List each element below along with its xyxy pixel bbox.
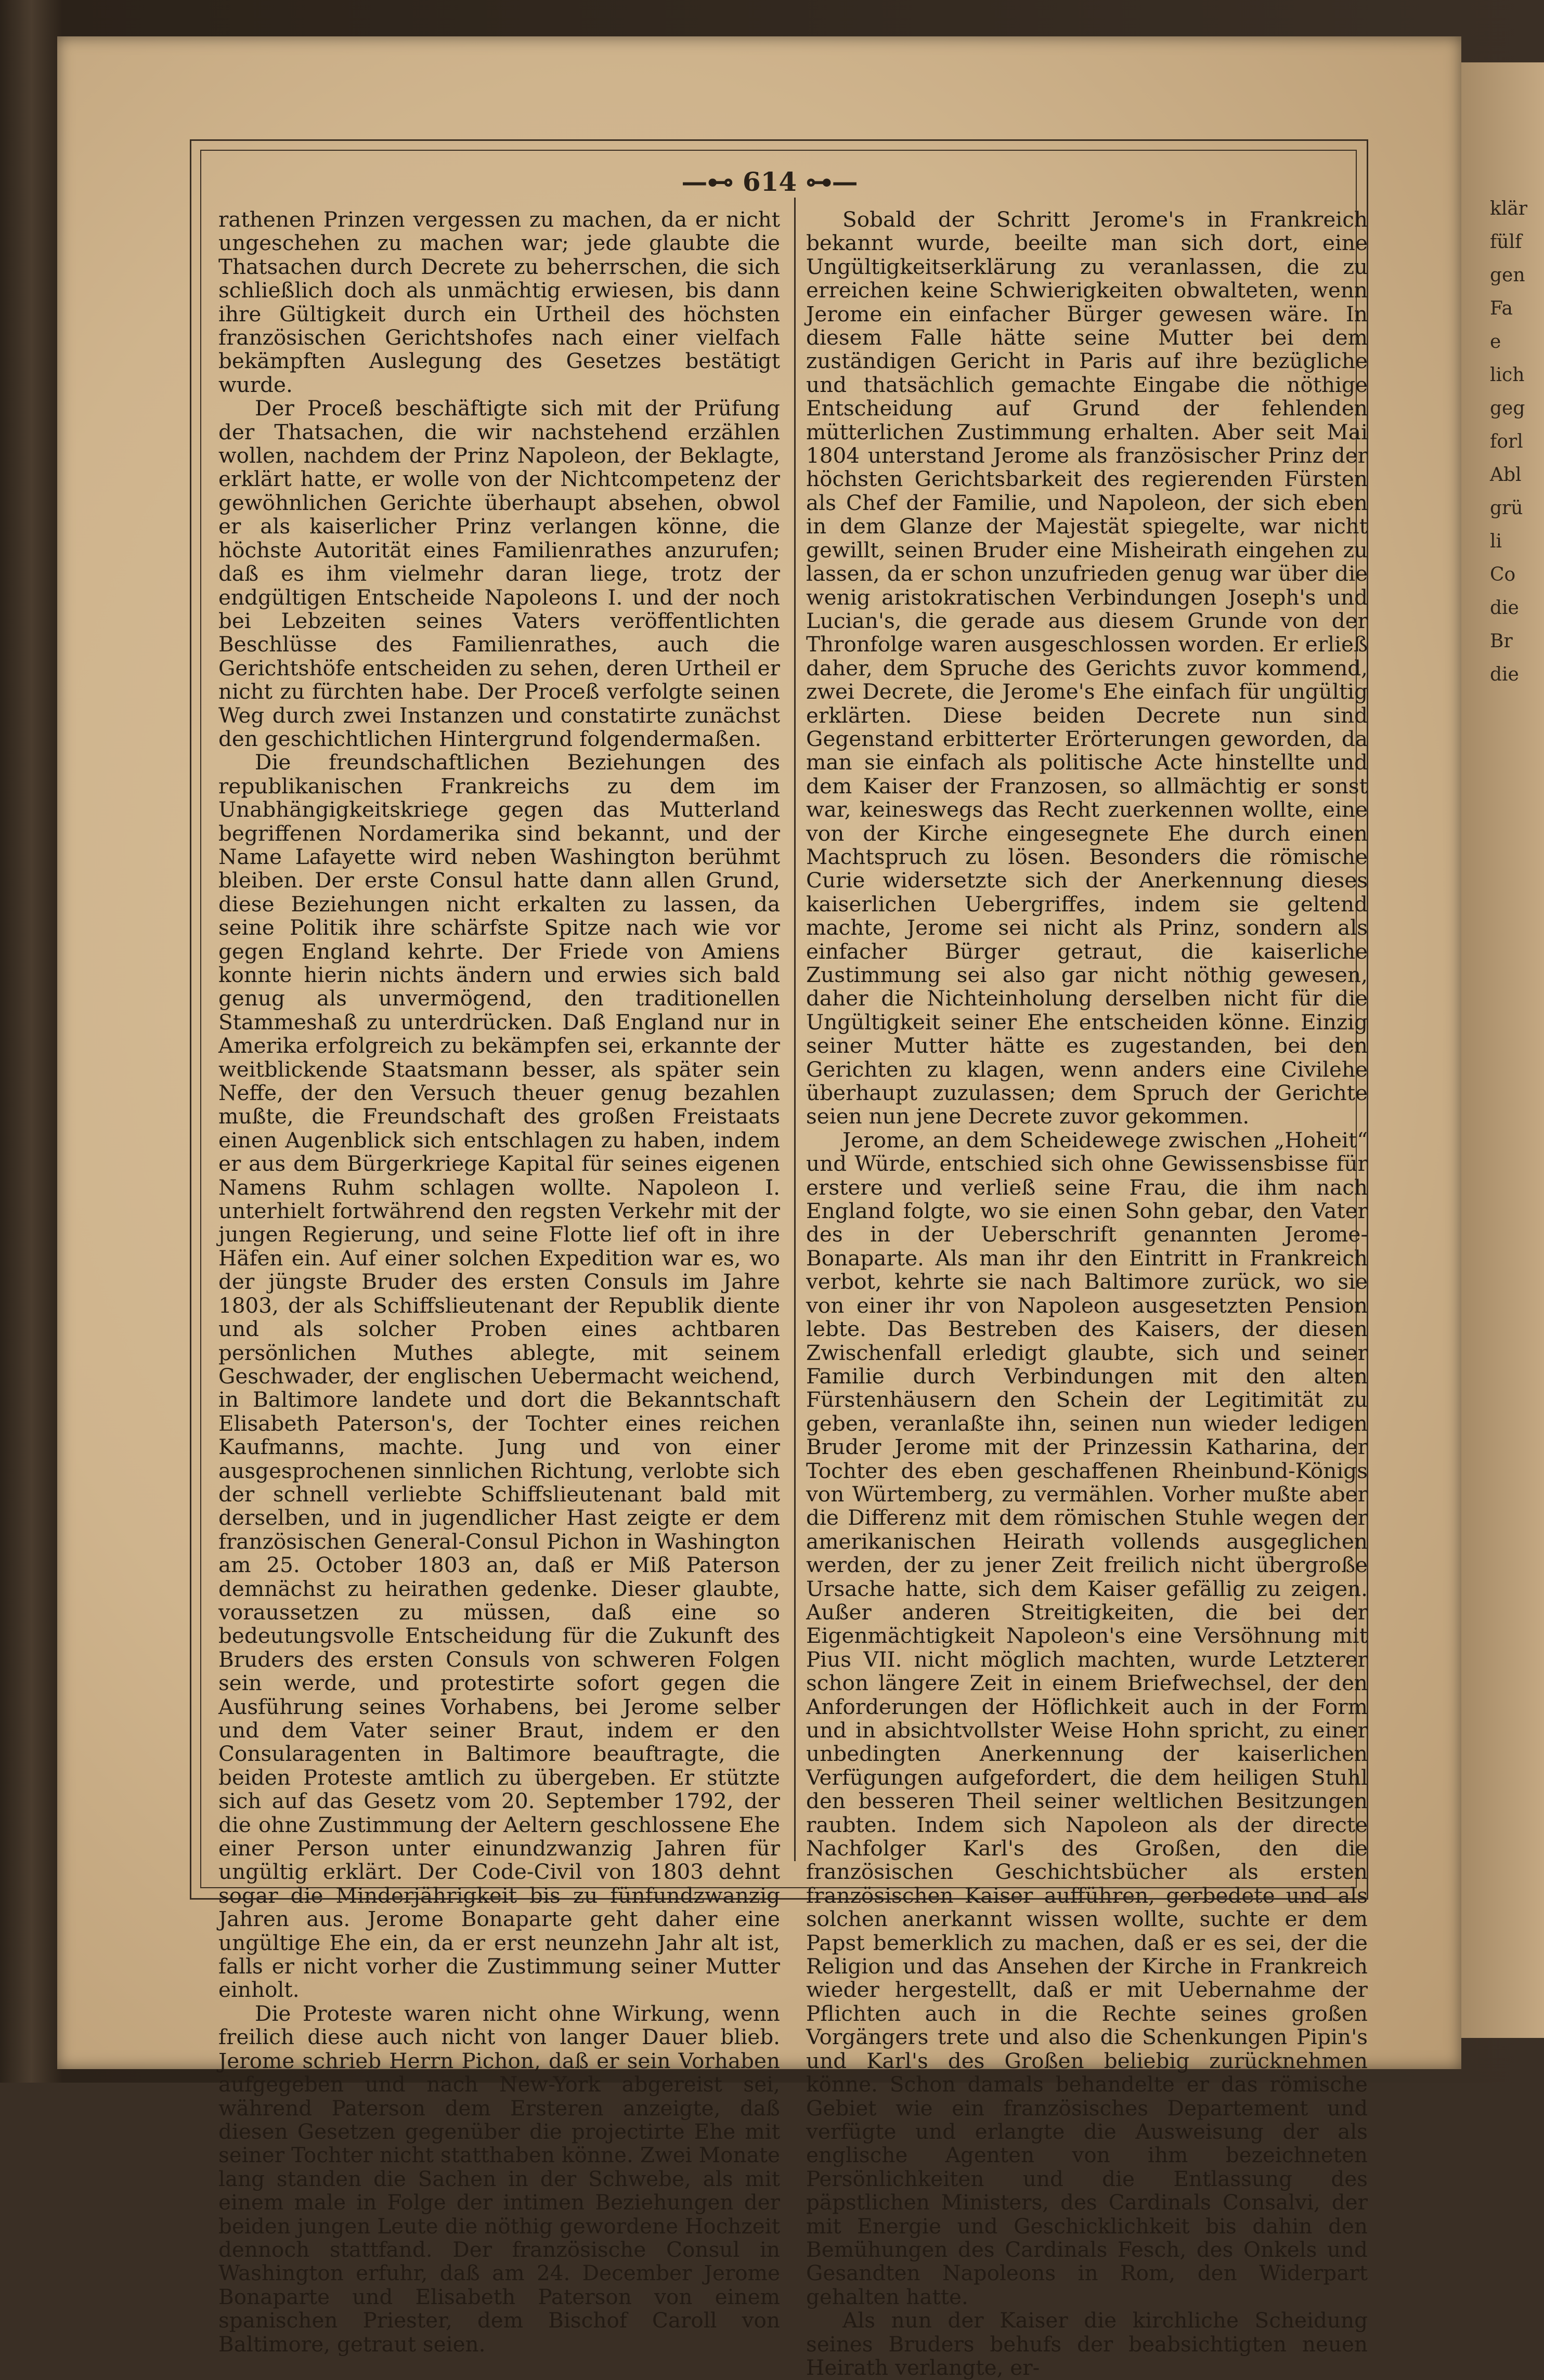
adjacent-page-fragment: die: [1490, 597, 1519, 619]
adjacent-page-fragment: lich: [1490, 364, 1525, 386]
adjacent-page-fragment: fülf: [1490, 231, 1522, 253]
adjacent-page-fragment: geg: [1490, 398, 1525, 419]
paragraph: Die Proteste waren nicht ohne Wirkung, wenn freilich diese auch nicht von langer Dauer blieb. Jerome schrieb Herrn Pichon, daß er sein Vorhaben aufgegeben und nach New-York abgereist sei, während Paterson dem Ersteren anzeigte, daß diesen Gesetzen gegenüber die projectirte Ehe mit seiner Tochter nicht statthaben könne. Zwei Monate lang standen die Sachen in der Schwebe, als mit einem male in Folge der intimen Beziehungen der beiden jungen Leute die nöthig gewordene Hochzeit dennoch stattfand. Der französische Consul in Washington erfuhr, daß am 24. December Jerome Bonaparte und Elisabeth Paterson von einem spanischen Priester, dem Bischof Caroll von Baltimore, getraut seien.: [218, 2000, 780, 2357]
paragraph: Die freundschaftlichen Beziehungen des republikanischen Frankreichs zu dem im Unabhängigkeitskriege gegen das Mutterland begriffenen Nordamerika sind bekannt, und der Name Lafayette wird neben Washington berühmt bleiben. Der erste Consul hatte dann allen Grund, diese Beziehungen nicht erkalten zu lassen, da seine Politik ihre schärfste Spitze nach wie vor gegen England kehrte. Der Friede von Amiens konnte hierin nichts ändern und erwies sich bald genug als unvermögend, den traditionellen Stammeshaß zu unterdrücken. Daß England nur in Amerika erfolgreich zu bekämpfen sei, erkannte der weitblickende Staatsmann besser, als später sein Neffe, der den Versuch theuer genug bezahlen mußte, die Freundschaft des großen Freistaats einen Augenblick sich entschlagen zu haben, indem er aus dem Bürgerkriege Kapital für seines eigenen Namens Ruhm schlagen wollte. Napoleon I. unterhielt fortwährend den regsten Verkehr mit der jungen Regierung, und seine Flotte lief oft in ihre Häfen ein. Auf einer solchen Expedition war es, wo der jüngste Bruder des ersten Consuls im Jahre 1803, der als Schiffslieutenant der Republik diente und als solcher Proben eines achtbaren persönlichen Muthes ablegte, mit seinem Geschwader, der englischen Uebermacht weichend, in Baltimore landete und dort die Bekanntschaft Elisabeth Paterson's, der Tochter eines reichen Kaufmanns, machte. Jung und von einer ausgesprochenen sinnlichen Richtung, verlobte sich der schnell verliebte Schiffslieutenant bald mit derselben, und in jugendlicher Hast zeigte er dem französischen General-Consul Pichon in Washington am 25. October 1803 an, daß er Miß Paterson demnächst zu heirathen gedenke. Dieser glaubte, voraussetzen zu müssen, daß eine so bedeutungsvolle Entscheidung für die Zukunft des Bruders des ersten Consuls von schweren Folgen sein werde, und protestirte sofort gegen die Ausführung seines Vorhabens, bei Jerome selber und dem Vater seiner Braut, indem er den Consularagenten in Baltimore beauftragte, die beiden Proteste amtlich zu übergeben. Er stützte sich auf das Gesetz vom 20. September 1792, der die ohne Zustimmung der Aeltern geschlossene Ehe einer Person unter einundzwanzig Jahren für ungültig erklärt. Der Code-Civil von 1803 dehnt sogar die Minderjährigkeit bis zu fünfundzwanzig Jahren aus. Jerome Bonaparte geht daher eine ungültige Ehe ein, da er erst neunzehn Jahr alt ist, falls er nicht vorher die Zustimmung seiner Mutter einholt.: [218, 750, 780, 2003]
adjacent-page-edge: [1461, 62, 1544, 2038]
adjacent-page-fragment: die: [1490, 664, 1519, 685]
adjacent-page-fragment: e: [1490, 331, 1501, 352]
text-column-right: [806, 208, 1368, 2379]
adjacent-page-fragment: klär: [1490, 198, 1527, 219]
adjacent-page-fragment: grü: [1490, 498, 1523, 519]
paragraph: Jerome, an dem Scheidewege zwischen „Hoheit“ und Würde, entschied sich ohne Gewissensbisse für erstere und verließ seine Frau, die ihm nach England folgte, wo sie einen Sohn gebar, den Vater des in der Ueberschrift genannten Jerome-Bonaparte. Als man ihr den Eintritt in Frankreich verbot, kehrte sie nach Baltimore zurück, wo sie von einer ihr von Napoleon ausgesetzten Pension lebte. Das Bestreben des Kaisers, der diesen Zwischenfall erledigt glaubte, sich und seiner Familie durch Verbindungen mit den alten Fürstenhäusern den Schein der Legitimität zu geben, veranlaßte ihn, seinen nun wieder ledigen Bruder Jerome mit der Prinzessin Katharina, der Tochter des eben geschaffenen Rheinbund-Königs von Würtemberg, zu vermählen. Vorher mußte aber die Differenz mit dem römischen Stuhle wegen der amerikanischen Heirath vollends ausgeglichen werden, der zu jener Zeit freilich nicht übergroße Ursache hatte, sich dem Kaiser gefällig zu zeigen. Außer anderen Streitigkeiten, die bei der Eigenmächtigkeit Napoleon's eine Versöhnung mit Pius VII. nicht möglich machten, wurde Letzterer schon längere Zeit in einem Briefwechsel, der den Anforderungen der Höflichkeit auch in der Form und in absichtvollster Weise Hohn spricht, zu einer unbedingten Anerkennung der kaiserlichen Verfügungen aufgefordert, die dem heiligen Stuhl den besseren Theil seiner weltlichen Besitzungen raubten. Indem sich Napoleon als der directe Nachfolger Karl's des Großen, den die französischen Geschichtsbücher als ersten französischen Kaiser aufführen, gerbedete und als solchen anerkannt wissen wollte, suchte er dem Papst bemerklich zu machen, daß er es sei, der die Religion und das Ansehen der Kirche in Frankreich wieder hergestellt, daß er mit Uebernahme der Pflichten auch in die Rechte seines großen Vorgängers trete und also die Schenkungen Pipin's und Karl's des Großen beliebig zurücknehmen könne. Schon damals behandelte er das römische Gebiet wie ein französisches Departement und verfügte und erlangte die Ausweisung der als englische Agenten von ihm bezeichneten Persönlichkeiten und die Entlassung des päpstlichen Ministers, des Cardinals Consalvi, der mit Energie und Geschicklichkeit bis dahin den Bemühungen des Cardinals Fesch, des Onkels und Gesandten Napoleons in Rom, den Widerpart gehalten hatte.: [806, 1127, 1368, 2309]
adjacent-page-fragment: Co: [1490, 564, 1516, 585]
paragraph: Der Proceß beschäftigte sich mit der Prüfung der Thatsachen, die wir nachstehend erzählen wollen, nachdem der Prinz Napoleon, der Beklagte, erklärt hatte, er wolle von der Nichtcompetenz der gewöhnlichen Gerichte überhaupt absehen, obwol er als kaiserlicher Prinz verlangen könne, die höchste Autorität eines Familienrathes anzurufen; daß es ihm vielmehr daran liege, trotz der endgültigen Entscheide Napoleons I. und der noch bei Lebzeiten seines Vaters veröffentlichten Beschlüsse des Familienrathes, auch die Gerichtshöfe entscheiden zu sehen, deren Urtheil er nicht zu fürchten habe. Der Proceß verfolgte seinen Weg durch zwei Instanzen und constatirte zunächst den geschichtlichen Hintergrund folgendermaßen.: [218, 396, 780, 751]
page-number: —⊷ 614 ⊶—: [681, 166, 858, 197]
column-divider: [794, 198, 796, 1861]
text-column-left: [218, 208, 780, 2356]
paragraph: Sobald der Schritt Jerome's in Frankreich bekannt wurde, beeilte man sich dort, eine Ungültigkeitserklärung zu veranlassen, die zu erreichen keine Schwierigkeiten obwalteten, wenn Jerome ein einfacher Bürger gewesen wäre. In diesem Falle hätte seine Mutter bei dem zuständigen Gericht in Paris auf ihre bezügliche und thatsächlich gemachte Eingabe die nöthige Entscheidung auf Grund der fehlenden mütterlichen Zustimmung erhalten. Aber seit Mai 1804 unterstand Jerome als französischer Prinz der höchsten Gerichtsbarkeit des regierenden Fürsten als Chef der Familie, und Napoleon, der sich eben in dem Glanze der Majestät spiegelte, war nicht gewillt, seinen Bruder eine Misheirath eingehen zu lassen, da er schon unzufrieden genug war über die wenig aristokratischen Verbindungen Joseph's und Lucian's, die gerade aus diesem Grunde von der Thronfolge waren ausgeschlossen worden. Er erließ daher, dem Spruche des Gerichts zuvor kommend, zwei Decrete, die Jerome's Ehe einfach für ungültig erklärten. Diese beiden Decrete nun sind Gegenstand erbitterter Erörterungen geworden, da man sie einfach als politische Acte hinstellte und dem Kaiser der Franzosen, so allmächtig er sonst war, keineswegs das Recht zuerkennen wollte, eine von der Kirche eingesegnete Ehe durch einen Machtspruch zu lösen. Besonders die römische Curie widersetzte sich der Anerkennung dieses kaiserlichen Uebergriffes, indem sie geltend machte, Jerome sei nicht als Prinz, sondern als einfacher Bürger getraut, die kaiserliche Zustimmung sei also gar nicht nöthig gewesen, daher die Nichteinholung derselben nicht für die Ungültigkeit seiner Ehe entscheiden könne. Einzig seiner Mutter hätte es zugestanden, bei den Gerichten zu klagen, wenn anders eine Civilehe überhaupt zuzulassen; dem Spruch der Gerichte seien nun jene Decrete zuvor gekommen.: [806, 207, 1368, 1129]
adjacent-page-fragment: forl: [1490, 431, 1523, 452]
paragraph: Als nun der Kaiser die kirchliche Scheidung seines Bruders behufs der beabsichtigten neuen Heirath verlangte, er-: [806, 2308, 1368, 2380]
adjacent-page-fragment: li: [1490, 531, 1502, 552]
adjacent-page-fragment: Abl: [1490, 464, 1522, 486]
paragraph: rathenen Prinzen vergessen zu machen, da er nicht ungeschehen zu machen war; jede glaubte die Thatsachen durch Decrete zu beherrschen, die sich schließlich doch als unmächtig erwiesen, bis dann ihre Gültigkeit durch ein Urtheil des höchsten französischen Gerichtshofes nach einer vielfach bekämpften Auslegung des Gesetzes bestätigt wurde.: [218, 207, 780, 397]
adjacent-page-fragment: Fa: [1490, 298, 1513, 319]
adjacent-page-fragment: gen: [1490, 265, 1525, 286]
adjacent-page-fragment: Br: [1490, 631, 1513, 652]
